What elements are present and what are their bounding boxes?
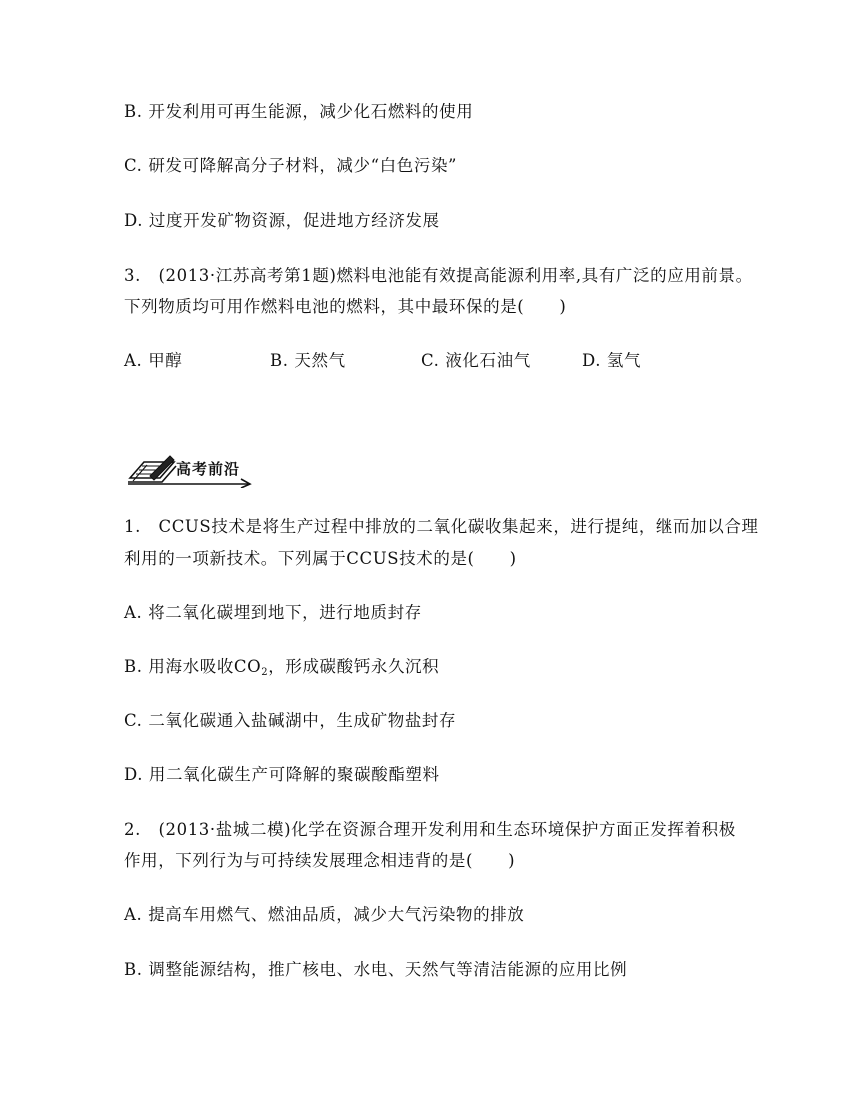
frontier-q1-stem-line2: 利用的一项新技术。下列属于CCUS技术的是( ) (124, 549, 517, 568)
frontier-q2-stem-line2: 作用，下列行为与可持续发展理念相违背的是( ) (124, 851, 516, 870)
frontier-q2-stem-line1: 2. (2013·盐城二模)化学在资源合理开发利用和生态环境保护方面正发挥着积极 (124, 820, 736, 839)
question-3-option-a: A. 甲醇 (124, 351, 183, 370)
section-title: 高考前沿 (176, 460, 241, 478)
question-3-stem-line2: 下列物质均可用作燃料电池的燃料，其中最环保的是( ) (124, 297, 567, 316)
frontier-q2-option-b: B. 调整能源结构，推广核电、水电、天然气等清洁能源的应用比例 (124, 960, 628, 979)
option-b-text-rest: ，形成碳酸钙永久沉积 (268, 657, 440, 676)
frontier-q1-stem-line1: 1. CCUS技术是将生产过程中排放的二氧化碳收集起来，进行提纯，继而加以合理 (124, 517, 759, 536)
frontier-q2-option-a: A. 提高车用燃气、燃油品质，减少大气污染物的排放 (124, 905, 525, 924)
question-3-option-c: C. 液化石油气 (421, 351, 531, 370)
option-b-text: B. 用海水吸收CO (124, 657, 262, 676)
question-3-option-b: B. 天然气 (270, 351, 346, 370)
prev-option-d: D. 过度开发矿物资源，促进地方经济发展 (124, 211, 440, 230)
prev-option-b: B. 开发利用可再生能源，减少化石燃料的使用 (124, 102, 474, 121)
co2-subscript: 2 (261, 667, 269, 678)
section-badge (124, 452, 254, 488)
frontier-q1-option-d: D. 用二氧化碳生产可降解的聚碳酸酯塑料 (124, 765, 440, 784)
frontier-q1-option-c: C. 二氧化碳通入盐碱湖中，生成矿物盐封存 (124, 711, 457, 730)
prev-option-c: C. 研发可降解高分子材料，减少“白色污染” (124, 156, 458, 175)
question-3-stem-line1: 3. (2013·江苏高考第1题)燃料电池能有效提高能源利用率,具有广泛的应用前景。 (124, 266, 753, 285)
question-3-option-d: D. 氢气 (582, 351, 642, 370)
frontier-q1-option-b (124, 656, 439, 684)
frontier-q1-option-a: A. 将二氧化碳埋到地下，进行地质封存 (124, 603, 422, 622)
